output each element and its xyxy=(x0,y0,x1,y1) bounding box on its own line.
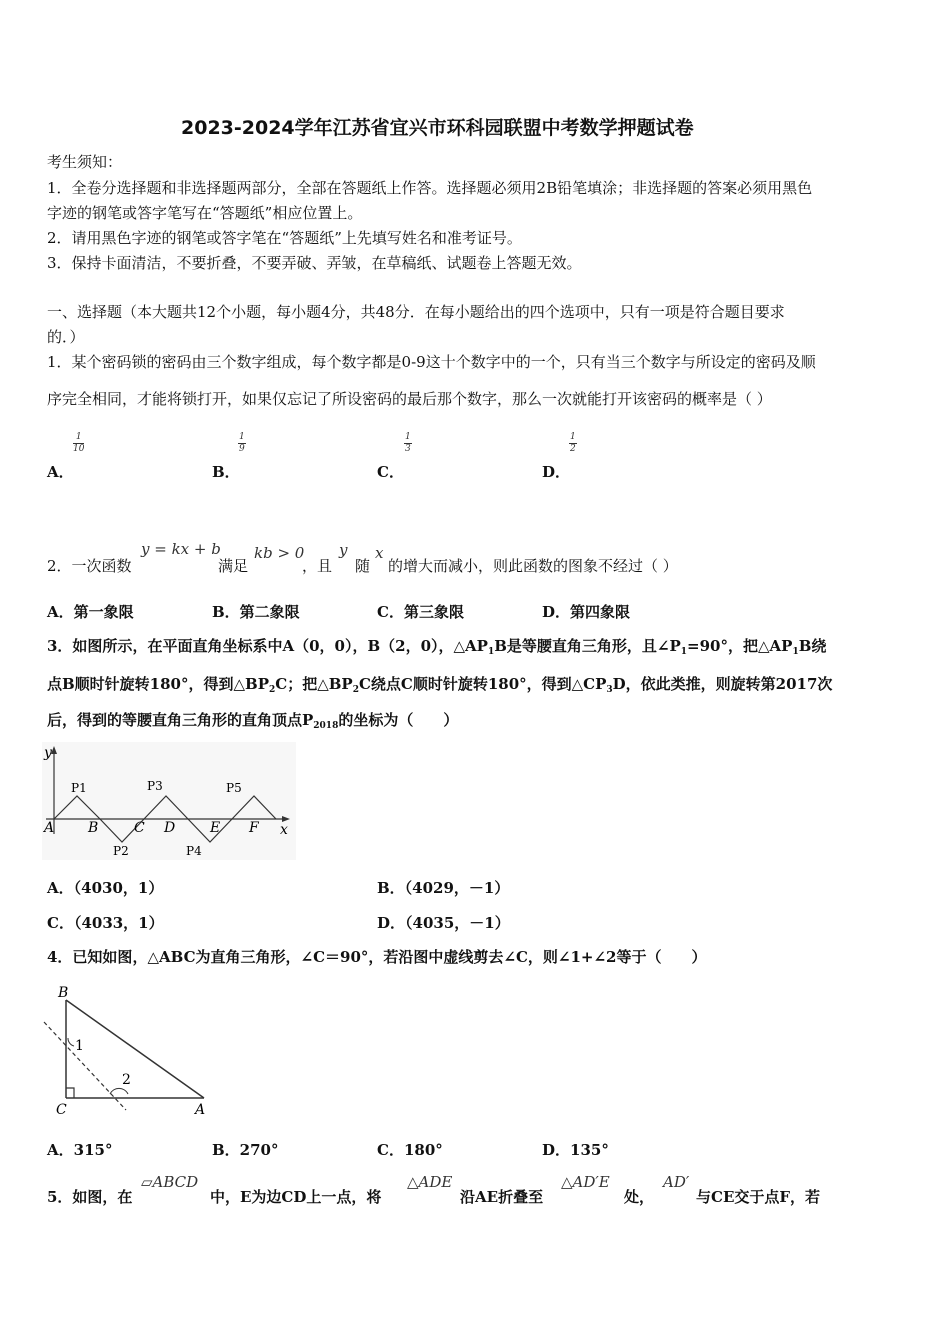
notice-line-1b: 字迹的钢笔或答字笔写在“答题纸”相应位置上。 xyxy=(47,204,363,222)
q4-vertex-a: A xyxy=(195,1102,206,1118)
q1-text-line-2: 序完全相同，才能将锁打开，如果仅忘记了所设密码的最后那个数字，那么一次就能打开该密码的概率是（ ） xyxy=(47,390,772,408)
q2-formula-kb: kb > 0 xyxy=(254,544,305,562)
q2-option-a[interactable]: A．第一象限 xyxy=(47,603,134,621)
section-heading-line-1: 一、选择题（本大题共12个小题，每小题4分，共48分．在每小题给出的四个选项中，只有一项是符合题目要求 xyxy=(47,303,785,321)
q5-suffix: 与CE交于点F，若 xyxy=(696,1188,821,1206)
q3-text-line-3: 后，得到的等腰直角三角形的直角顶点$P_{2018}$的坐标为（ ） xyxy=(47,711,459,731)
q5-mid-1: 中，E为边CD上一点，将 xyxy=(210,1188,382,1206)
q5-formula-parallelogram: ▱ABCD xyxy=(141,1173,199,1191)
q5-mid-2: 沿AE折叠至 xyxy=(460,1188,544,1206)
q4-option-c[interactable]: C．180° xyxy=(377,1141,443,1159)
q3-point-d: D xyxy=(164,820,176,836)
q1-option-b-label[interactable]: B． xyxy=(212,463,240,481)
q4-option-d[interactable]: D．135° xyxy=(542,1141,609,1159)
q1-option-c-fraction[interactable] xyxy=(404,432,412,455)
q3-point-e: E xyxy=(210,820,221,836)
q3-option-b[interactable]: B．（4029，－1） xyxy=(377,879,510,897)
q3-point-p2: P2 xyxy=(113,844,129,858)
q3-text-line-2: 点B顺时针旋转180°，得到$\triangle BP_2C$；把$\triangle BP_2C$绕点C顺时针旋转180°，得到$\triangle CP_3D$，依此类推，则旋转第2017次 xyxy=(47,675,833,695)
q4-angle-1: 1 xyxy=(75,1038,84,1054)
q4-vertex-c: C xyxy=(56,1102,67,1118)
q3-axis-x-label: x xyxy=(280,822,288,838)
q4-option-a[interactable]: A．315° xyxy=(47,1141,113,1159)
q2-suffix: 的增大而减小，则此函数的图象不经过（ ） xyxy=(388,557,678,575)
q1-text-line-1: 1．某个密码锁的密码由三个数字组成，每个数字都是0-9这十个数字中的一个，只有当三个数字与所设定的密码及顺 xyxy=(47,353,816,371)
notice-heading: 考生须知： xyxy=(47,153,123,171)
q4-text: 4．已知如图，△ABC为直角三角形，∠C＝90°，若沿图中虚线剪去∠C，则∠1+∠2等于（ ） xyxy=(47,948,707,966)
q3-text-line-1: 3．如图所示，在平面直角坐标系中A（0，0），B（2，0），$\triangle AP_1B$是等腰直角三角形，且$\angle P_1=90^\circ$，把$\triangle AP_1B$绕 xyxy=(47,637,827,657)
q2-var-y: y xyxy=(339,541,348,559)
q1-option-c-den: 3 xyxy=(405,444,411,454)
notice-line-2: 2．请用黑色字迹的钢笔或答字笔在“答题纸”上先填写姓名和准考证号。 xyxy=(47,229,522,247)
q2-prefix: 2．一次函数 xyxy=(47,557,132,575)
q2-option-d[interactable]: D．第四象限 xyxy=(542,603,631,621)
q1-option-c-num: 1 xyxy=(405,432,411,442)
q3-point-p4: P4 xyxy=(186,844,202,858)
q1-option-a-num: 1 xyxy=(73,432,84,444)
q4-figure xyxy=(42,984,214,1118)
q1-option-c-label[interactable]: C． xyxy=(377,463,404,481)
q1-option-b-num: 1 xyxy=(239,432,245,442)
q3-option-a[interactable]: A．（4030，1） xyxy=(47,879,164,897)
q2-mid-1: 满足 xyxy=(218,557,249,575)
q3-axis-y-label: y xyxy=(44,745,52,761)
q2-mid-3: 随 xyxy=(355,557,371,575)
q5-mid-3: 处， xyxy=(624,1188,655,1206)
q1-option-d-fraction[interactable] xyxy=(569,432,577,455)
q3-option-d[interactable]: D．（4035，－1） xyxy=(377,914,510,932)
q5-prefix: 5．如图，在 xyxy=(47,1188,133,1206)
q2-mid-2: ，且 xyxy=(302,557,333,575)
q3-point-f: F xyxy=(249,820,259,836)
q4-angle-2: 2 xyxy=(122,1072,131,1088)
q3-option-c[interactable]: C．（4033，1） xyxy=(47,914,164,932)
q2-option-c[interactable]: C．第三象限 xyxy=(377,603,464,621)
q2-var-x: x xyxy=(375,544,384,562)
q1-option-b-fraction[interactable] xyxy=(238,432,246,455)
q2-option-b[interactable]: B．第二象限 xyxy=(212,603,300,621)
q1-option-a-den: 10 xyxy=(73,444,85,454)
page-title: 2023-2024学年江苏省宜兴市环科园联盟中考数学押题试卷 xyxy=(181,117,694,139)
q4-option-b[interactable]: B．270° xyxy=(212,1141,279,1159)
q1-option-d-num: 1 xyxy=(570,432,576,442)
notice-line-1a: 1．全卷分选择题和非选择题两部分，全部在答题纸上作答。选择题必须用2B铅笔填涂；非选择题的答案必须用黑色 xyxy=(47,179,813,197)
q1-option-b-den: 9 xyxy=(239,444,245,454)
q3-point-p1: P1 xyxy=(71,781,87,795)
q1-option-d-den: 2 xyxy=(570,444,576,454)
q1-option-a-label[interactable]: A． xyxy=(47,463,74,481)
q3-point-p5: P5 xyxy=(226,781,242,795)
q3-point-b: B xyxy=(88,820,99,836)
q5-formula-triangle-ade: △ADE xyxy=(407,1173,453,1191)
q3-point-c: C xyxy=(134,820,145,836)
q1-option-a-fraction[interactable] xyxy=(73,432,84,455)
q3-point-p3: P3 xyxy=(147,779,163,793)
q5-formula-triangle-adprime-e: △AD′E xyxy=(561,1173,610,1191)
q3-point-a: A xyxy=(44,820,55,836)
q4-vertex-b: B xyxy=(58,985,69,1001)
notice-line-3: 3．保持卡面清洁，不要折叠，不要弄破、弄皱，在草稿纸、试题卷上答题无效。 xyxy=(47,254,582,272)
q2-formula-linear: y = kx + b xyxy=(141,540,221,558)
q5-formula-adprime: AD′ xyxy=(663,1173,690,1191)
q1-option-d-label[interactable]: D． xyxy=(542,463,571,481)
q3-figure xyxy=(42,742,296,860)
section-heading-line-2: 的．） xyxy=(47,328,85,346)
